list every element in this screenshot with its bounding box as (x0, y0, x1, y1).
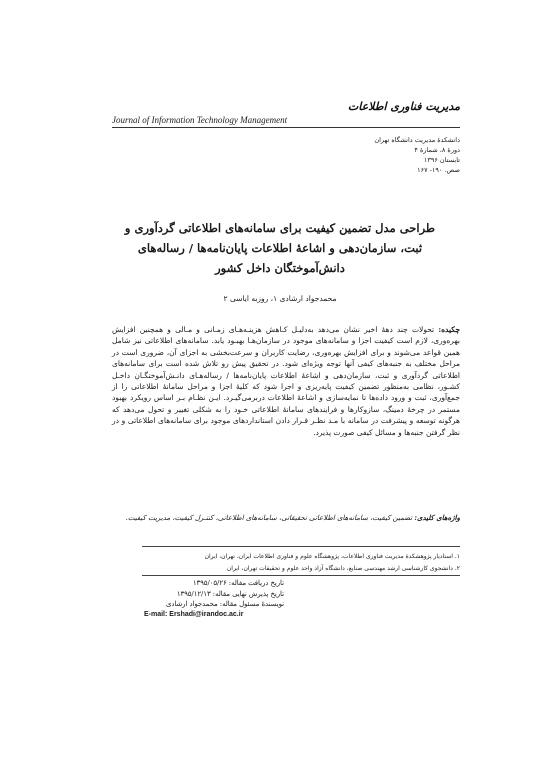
title-line: طراحی مدل تضمین کیفیت برای سامانه‌های اطلاعاتی گردآوری و (124, 221, 436, 235)
abstract-text: تحولات چند دههٔ اخیر نشان می‌دهد به‌دلیـل کـاهش هزینـه‌هـای زمـانی و مـالی و همچنین افزایش بهره‌وری، لازم است کیفیت اجزا و سامانه‌های موجود در سازمان‌هـا بهبـود یابد. سامانه‌های اطلاعاتی نیز شامل همین قواعد می‌شوند و برای افزایش بهره‌وری، رضایت کاربران و سرعت‌بخشی به اجزای آن، ضروری است در مراحل مختلف به جنبه‌های کیفی آنها توجه ویژه‌ای شود. در تحقیق پیش رو تلاش شده است برای سامانه‌های اطلاعاتی گردآوری و ثبت، سازمان‌دهی و اشاعهٔ اطلاعات پایان‌نامه‌ها / رساله‌هـای دانـش‌آموختگـان داخـل کشـور، نظامی به‌منظور تضمین کیفیت پایه‌ریزی و اجرا شود که کلیهٔ اجزا و مراحل سامانهٔ اطلاعاتی را از جمع‌آوری، ثبت و ورود داده‌ها تا نمایه‌سازی و اشاعهٔ اطلاعات دربرمی‌گیـرد. ایـن نظـام بـر اساس رویکرد بهبود مستمر در چرخهٔ دمینگ، سازوکارها و فرایندهای سامانهٔ اطلاعاتی خـود را به شکلی تغییر و تحول می‌دهد که هرگونه توسعه و پیشرفت در سامانه با مـد نظـر قـرار دادن استانداردهای موجود برای سامانه‌های اطلاعاتی و در نظر گرفتن جنبه‌ها و مسائل کیفی صورت پذیرد. (112, 325, 461, 437)
journal-meta (300, 135, 460, 175)
accepted-date: تاریخ پذیرش نهایی مقاله: ۱۳۹۵/۱۲/۱۳ (176, 589, 284, 598)
title-line: دانش‌آموختگان داخل کشور (215, 261, 345, 275)
article-info (144, 578, 284, 621)
email: E-mail: Ershadi@irandoc.ac.ir (144, 611, 244, 619)
keywords-label: واژه‌های کلیدی: (414, 513, 460, 522)
page-range: صص. ۱۹۰- ۱۶۷ (417, 166, 460, 174)
volume-issue: دورهٔ ۸، شمارهٔ ۴ (414, 146, 460, 154)
article-title (104, 218, 456, 278)
info-divider (142, 575, 460, 576)
footnotes (130, 551, 460, 574)
title-line: ثبت، سازمان‌دهی و اشاعهٔ اطلاعات پایان‌نامه‌ها / رساله‌های (137, 241, 423, 255)
journal-title-english: Journal of Information Technology Management (112, 115, 288, 125)
authors: محمدجواد ارشادی ۱، روزبه ایاسی ۲ (223, 294, 337, 303)
season-year: تابستان ۱۳۹۶ (423, 156, 460, 164)
abstract-label: چکیده: (438, 325, 460, 334)
footnote-1: ۱. استادیار پژوهشکدهٔ مدیریت فناوری اطلاعات، پژوهشگاه علوم و فناوری اطلاعات ایران، تهران، ایران (204, 553, 460, 560)
received-date: تاریخ دریافت مقاله: ۱۳۹۵/۰۵/۲۶ (192, 579, 284, 587)
footnote-2: ۲. دانشجوی کارشناسی ارشد مهندسی صنایع، دانشگاه آزاد واحد علوم و تحقیقات تهران، ایران (226, 564, 460, 572)
keywords (112, 513, 460, 524)
header-divider (112, 127, 460, 128)
publisher: دانشکدهٔ مدیریت دانشگاه تهران (374, 136, 460, 144)
footnote-divider (142, 546, 460, 547)
abstract (112, 324, 460, 438)
journal-logo: مدیریت فناوری اطلاعات (347, 100, 460, 113)
corresponding-author: نویسندهٔ مسئول مقاله: محمدجواد ارشادی (166, 600, 284, 609)
keywords-text: تضمین کیفیت، سامانه‌های اطلاعاتی تحقیقاتی، سامانه‌های اطلاعاتی، کنتـرل کیفیت، مدیریت کیفیت. (125, 514, 415, 522)
